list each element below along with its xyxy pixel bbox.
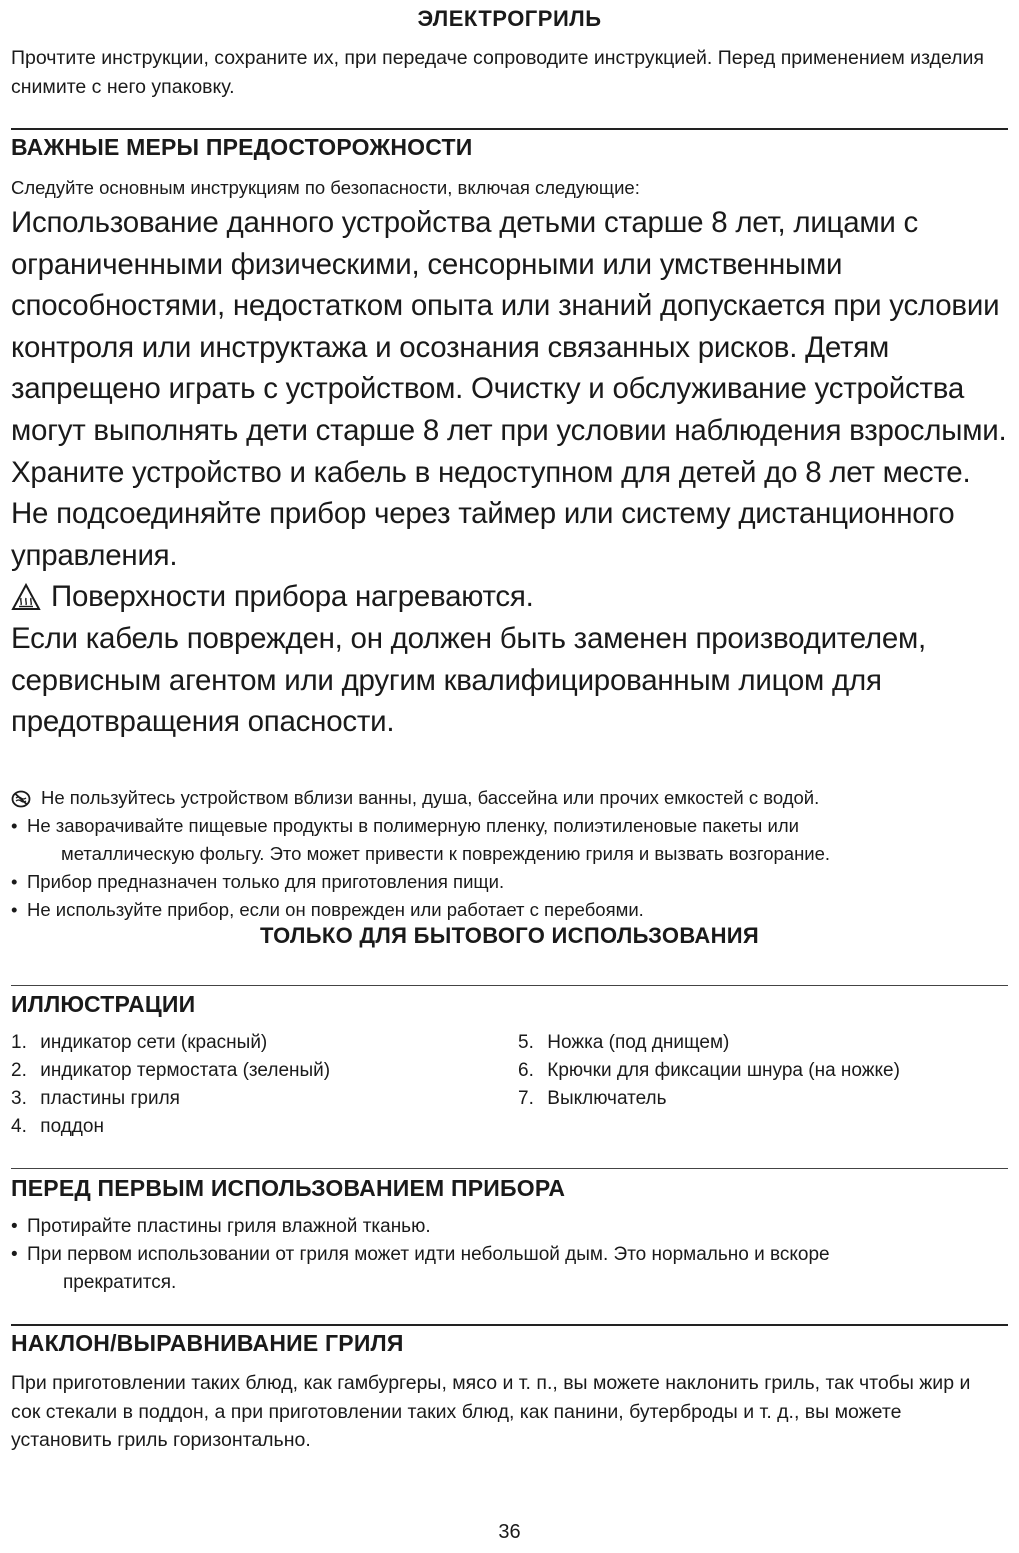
- item-number: 2.: [11, 1060, 27, 1081]
- manual-page: [11, 0, 1008, 1553]
- document-title: ЭЛЕКТРОГРИЛЬ: [417, 6, 602, 31]
- section-divider: [11, 128, 1008, 130]
- list-item: [11, 1029, 330, 1057]
- illustrations-list-right: [518, 1029, 900, 1113]
- first-use-item-text: Протирайте пластины гриля влажной тканью.: [27, 1216, 431, 1237]
- bullet-dot: •: [11, 899, 18, 920]
- bullet-damaged-text: Не используйте прибор, если он поврежден или работает с перебоями.: [27, 899, 644, 920]
- item-number: 1.: [11, 1032, 27, 1053]
- list-item: [518, 1057, 900, 1085]
- list-item: [11, 812, 1008, 868]
- list-item: [11, 868, 1008, 896]
- tilt-text: При приготовлении таких блюд, как гамбургеры, мясо и т. п., вы можете наклонить гриль, так чтобы жир и сок стекали в поддон, а при приготовлении таких блюд, как панини, бутерброды и т. д., вы можете установить гриль горизонтально.: [11, 1372, 971, 1451]
- safety-paragraph-hot: [11, 576, 1019, 618]
- item-number: 6.: [518, 1060, 534, 1081]
- first-use-item-text: При первом использовании от гриля может идти небольшой дым. Это нормально и вскоре: [27, 1244, 830, 1265]
- bullet-food-text: Прибор предназначен только для приготовления пищи.: [27, 871, 505, 892]
- item-number: 4.: [11, 1116, 27, 1137]
- bullet-water-text: Не пользуйтесь устройством вблизи ванны, душа, бассейна или прочих емкостей с водой.: [41, 787, 820, 808]
- intro-text: Прочтите инструкции, сохраните их, при передаче сопроводите инструкцией. Перед применением изделия снимите с него упаковку.: [11, 47, 984, 98]
- safety-large-text: [11, 202, 1019, 743]
- section-divider: [11, 1168, 1008, 1169]
- item-number: 7.: [518, 1088, 534, 1109]
- item-label: Ножка (под днищем): [547, 1032, 730, 1053]
- list-item: [518, 1029, 900, 1057]
- safety-bullet-list: [11, 784, 1008, 924]
- bullet-dot: •: [11, 1244, 18, 1265]
- list-item: [11, 896, 1008, 924]
- first-use-list: [11, 1213, 1008, 1297]
- item-label: индикатор термостата (зеленый): [40, 1060, 331, 1081]
- item-label: Крючки для фиксации шнура (на ножке): [547, 1060, 900, 1081]
- illustrations-heading: ИЛЛЮСТРАЦИИ: [11, 991, 196, 1017]
- list-item: [518, 1085, 900, 1113]
- item-label: пластины гриля: [40, 1088, 180, 1109]
- bullet-wrap-text-continued: металлическую фольгу. Это может привести к повреждению гриля и вызвать возгорание.: [61, 843, 831, 864]
- hot-surface-text: Поверхности прибора нагреваются.: [51, 580, 534, 614]
- bullet-dot: •: [11, 815, 18, 836]
- item-number: 5.: [518, 1032, 534, 1053]
- safety-paragraph-timer: Не подсоединяйте прибор через таймер или систему дистанционного управления.: [11, 497, 955, 572]
- item-label: Выключатель: [547, 1088, 667, 1109]
- item-label: поддон: [40, 1116, 104, 1137]
- safety-paragraph-cable: Если кабель поврежден, он должен быть заменен производителем, сервисным агентом или другим квалифицированным лицом для предотвращения опасности.: [11, 621, 927, 739]
- bullet-wrap-text: Не заворачивайте пищевые продукты в полимерную пленку, полиэтиленовые пакеты или: [27, 815, 799, 836]
- list-item: [11, 784, 1008, 812]
- no-water-icon: [11, 790, 31, 808]
- item-number: 3.: [11, 1088, 27, 1109]
- list-item: [11, 1085, 330, 1113]
- item-label: индикатор сети (красный): [40, 1032, 268, 1053]
- page-number: 36: [498, 1521, 521, 1543]
- safety-subtitle: Следуйте основным инструкциям по безопасности, включая следующие:: [11, 177, 640, 198]
- section-divider: [11, 1324, 1008, 1326]
- list-item: [11, 1213, 1008, 1241]
- illustrations-list-left: [11, 1029, 330, 1141]
- section-divider: [11, 985, 1008, 986]
- list-item: [11, 1113, 330, 1141]
- household-use-heading: ТОЛЬКО ДЛЯ БЫТОВОГО ИСПОЛЬЗОВАНИЯ: [259, 923, 760, 948]
- bullet-dot: •: [11, 1216, 18, 1237]
- first-use-heading: ПЕРЕД ПЕРВЫМ ИСПОЛЬЗОВАНИЕМ ПРИБОРА: [11, 1175, 566, 1201]
- list-item: [11, 1057, 330, 1085]
- tilt-heading: НАКЛОН/ВЫРАВНИВАНИЕ ГРИЛЯ: [11, 1330, 404, 1356]
- safety-heading: ВАЖНЫЕ МЕРЫ ПРЕДОСТОРОЖНОСТИ: [11, 134, 473, 160]
- hot-surface-warning-icon: [11, 583, 41, 611]
- list-item: [11, 1241, 1008, 1297]
- safety-paragraph-children: Использование данного устройства детьми старше 8 лет, лицами с ограниченными физическими, сенсорными или умственными способностями, недостатком опыта или знаний допускается при условии контроля или инструктажа и осознания связанных рисков. Детям запрещено играть с устройством. Очистку и обслуживание устройства могут выполнять дети старше 8 лет при условии наблюдения взрослыми. Храните устройство и кабель в недоступном для детей до 8 лет месте.: [11, 206, 1007, 489]
- bullet-dot: •: [11, 871, 18, 892]
- first-use-item-text-continued: прекратится.: [63, 1272, 177, 1293]
